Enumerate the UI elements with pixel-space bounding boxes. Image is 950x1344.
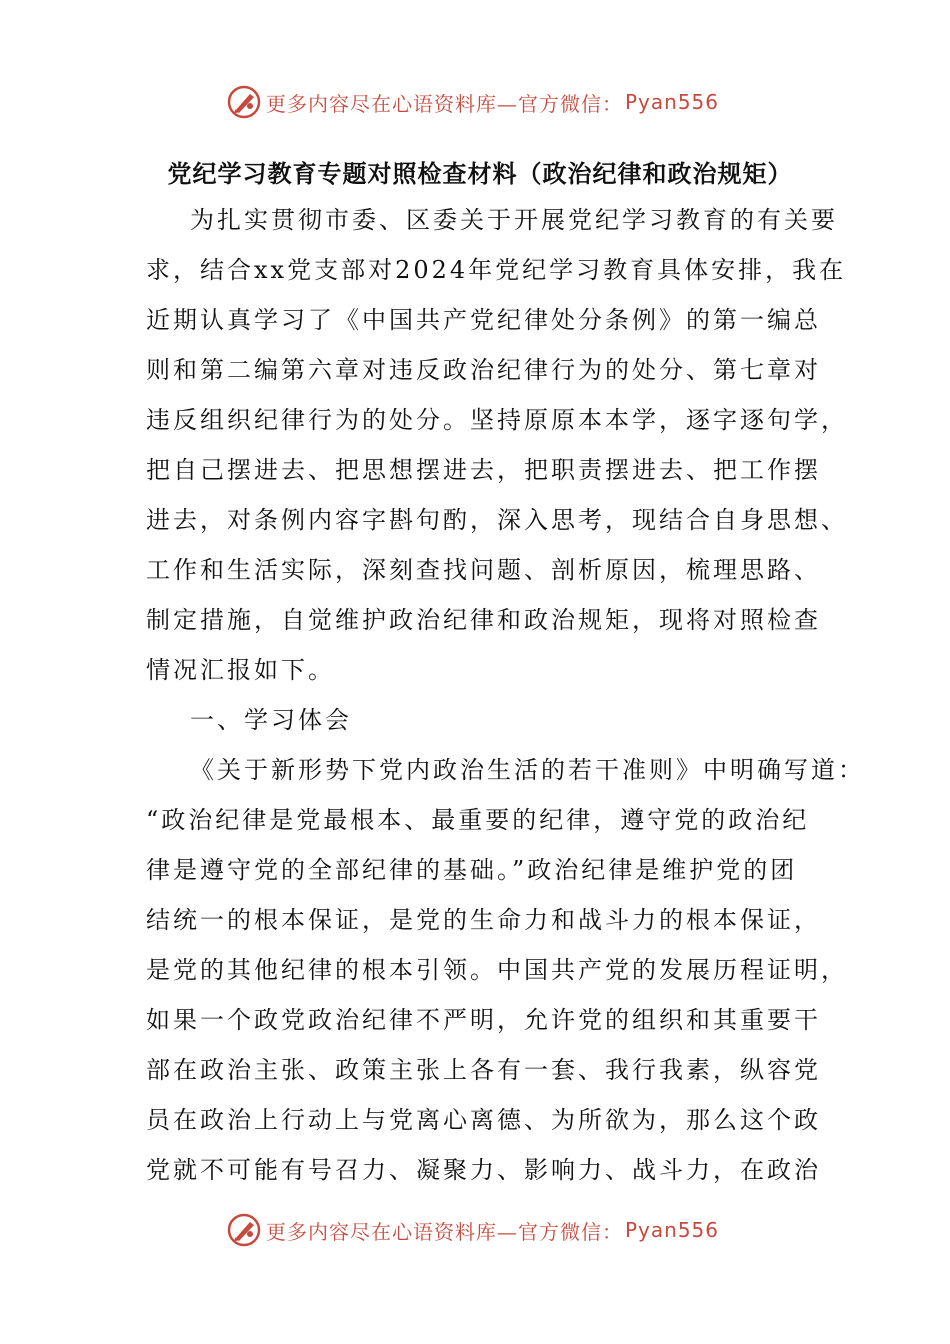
fountain-pen-seal-icon <box>226 84 262 120</box>
body-line: 是党的其他纪律的根本引领。中国共产党的发展历程证明， <box>146 956 848 984</box>
watermark-banner-top <box>226 82 746 122</box>
body-line: 制定措施，自觉维护政治纪律和政治规矩，现将对照检查 <box>146 606 821 634</box>
body-line: 进去，对条例内容字斟句酌，深入思考，现结合自身思想、 <box>146 506 848 534</box>
body-line: 情况汇报如下。 <box>146 656 335 684</box>
body-line: 近期认真学习了《中国共产党纪律处分条例》的第一编总 <box>146 306 821 334</box>
watermark-text: 更多内容尽在心语资料库—官方微信： <box>266 1219 623 1244</box>
body-line: 如果一个政党政治纪律不严明，允许党的组织和其重要干 <box>146 1006 821 1034</box>
document-title: 党纪学习教育专题对照检查材料（政治纪律和政治规矩） <box>167 159 793 188</box>
body-line: 求，结合xx党支部对2024年党纪学习教育具体安排，我在 <box>146 256 847 284</box>
body-line: 部在政治主张、政策主张上各有一套、我行我素，纵容党 <box>146 1056 821 1084</box>
watermark-wechat-id: Pyan556 <box>625 90 720 114</box>
fountain-pen-seal-icon <box>226 1212 262 1248</box>
body-line: 违反组织纪律行为的处分。坚持原原本本学，逐字逐句学， <box>146 406 848 434</box>
body-line: 《关于新形势下党内政治生活的若干准则》中明确写道： <box>190 756 865 784</box>
watermark-text: 更多内容尽在心语资料库—官方微信： <box>266 91 623 116</box>
body-line: 结统一的根本保证，是党的生命力和战斗力的根本保证， <box>146 906 821 934</box>
body-line: 员在政治上行动上与党离心离德、为所欲为，那么这个政 <box>146 1106 821 1134</box>
body-line: 把自己摆进去、把思想摆进去，把职责摆进去、把工作摆 <box>146 456 821 484</box>
body-line: 则和第二编第六章对违反政治纪律行为的处分、第七章对 <box>146 356 821 384</box>
body-line: 律是遵守党的全部纪律的基础。”政治纪律是维护党的团 <box>146 856 798 884</box>
body-line: “政治纪律是党最根本、最重要的纪律，遵守党的政治纪 <box>146 806 810 834</box>
body-line: 党就不可能有号召力、凝聚力、影响力、战斗力，在政治 <box>146 1156 821 1184</box>
watermark-banner-bottom <box>226 1210 746 1250</box>
body-line: 为扎实贯彻市委、区委关于开展党纪学习教育的有关要 <box>190 206 838 234</box>
section-heading: 一、学习体会 <box>190 706 352 734</box>
body-line: 工作和生活实际，深刻查找问题、剖析原因，梳理思路、 <box>146 556 821 584</box>
watermark-wechat-id: Pyan556 <box>625 1218 720 1242</box>
